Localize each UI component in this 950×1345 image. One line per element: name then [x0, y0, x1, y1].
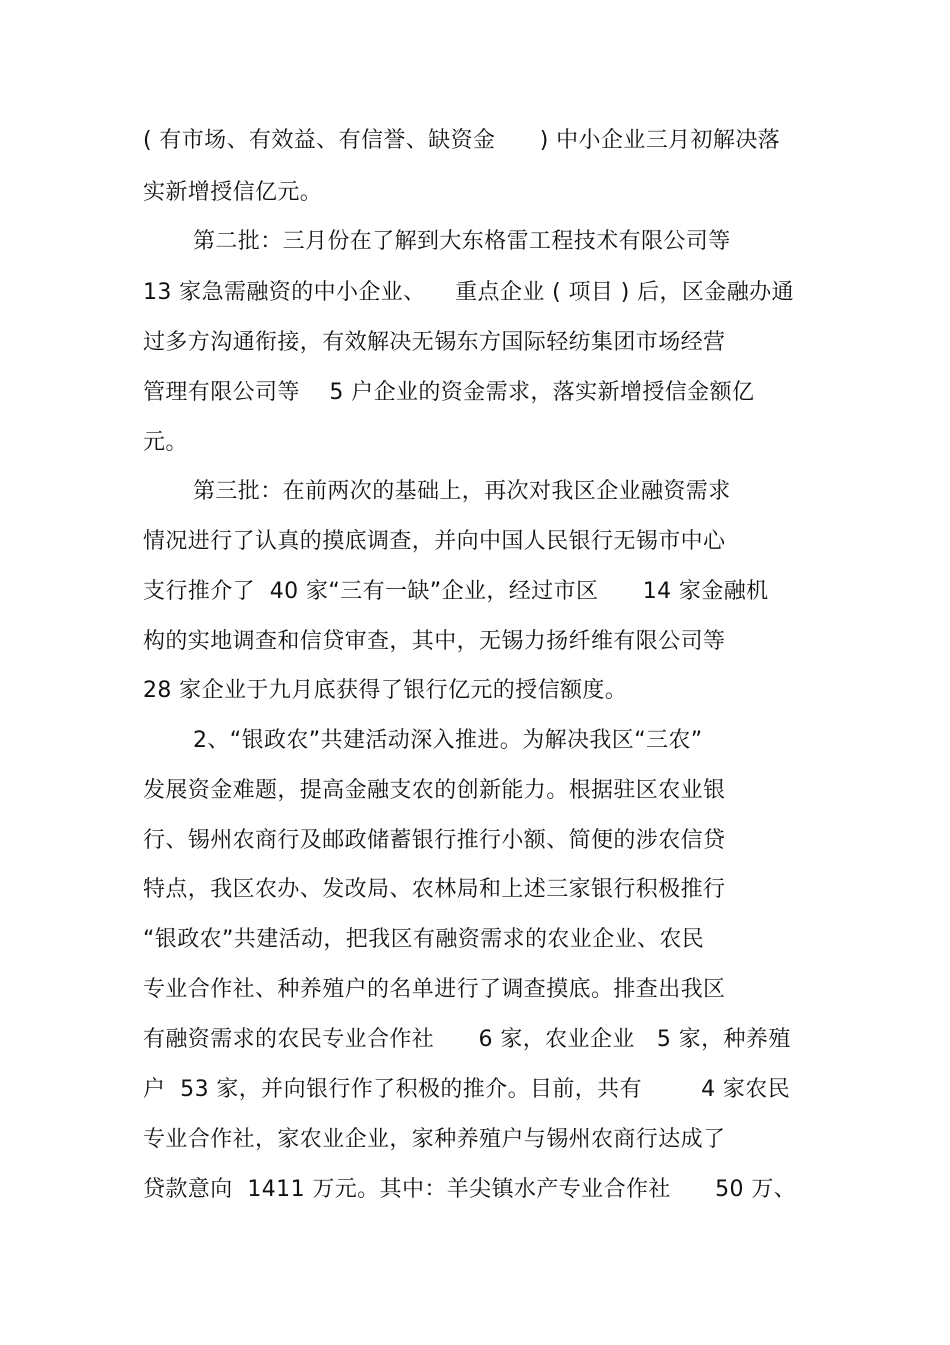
text-line-20: 户 53 家，并向银行作了积极的推介。目前，共有 4 家农民 [143, 1077, 791, 1102]
text-line-12: 28 家企业于九月底获得了银行亿元的授信额度。 [143, 678, 628, 703]
text-line-5: 过多方沟通衔接，有效解决无锡东方国际轻纺集团市场经营 [143, 330, 726, 355]
text-line-13: 2、“银政农”共建活动深入推进。为解决我区“三农” [193, 728, 703, 753]
text-line-19: 有融资需求的农民专业合作社 6 家，农业企业 5 家，种养殖 [143, 1027, 791, 1052]
text-line-18: 专业合作社、种养殖户的名单进行了调查摸底。排查出我区 [143, 977, 726, 1002]
text-line-14: 发展资金难题，提高金融支农的创新能力。根据驻区农业银 [143, 778, 726, 803]
text-line-9: 情况进行了认真的摸底调查，并向中国人民银行无锡市中心 [143, 529, 726, 554]
text-line-22: 贷款意向 1411 万元。其中：羊尖镇水产专业合作社 50 万、 [143, 1177, 797, 1202]
text-line-17: “银政农”共建活动，把我区有融资需求的农业企业、农民 [143, 927, 705, 952]
text-line-8: 第三批：在前两次的基础上，再次对我区企业融资需求 [193, 479, 731, 504]
text-line-6: 管理有限公司等 5 户企业的资金需求，落实新增授信金额亿 [143, 380, 755, 405]
text-line-7: 元。 [143, 430, 188, 455]
text-line-2: 实新增授信亿元。 [143, 180, 323, 205]
text-line-16: 特点，我区农办、发改局、农林局和上述三家银行积极推行 [143, 877, 726, 902]
text-line-15: 行、锡州农商行及邮政储蓄银行推行小额、简便的涉农信贷 [143, 828, 726, 853]
text-line-1: ( 有市场、有效益、有信誉、缺资金 ) 中小企业三月初解决落 [143, 128, 781, 153]
text-line-10: 支行推介了 40 家“三有一缺”企业，经过市区 14 家金融机 [143, 579, 769, 604]
text-line-21: 专业合作社，家农业企业，家种养殖户与锡州农商行达成了 [143, 1127, 726, 1152]
text-line-3: 第二批：三月份在了解到大东格雷工程技术有限公司等 [193, 229, 731, 254]
text-line-11: 构的实地调查和信贷审查，其中，无锡力扬纤维有限公司等 [143, 629, 726, 654]
text-line-4: 13 家急需融资的中小企业、 重点企业 ( 项目 ) 后，区金融办通 [143, 280, 794, 305]
